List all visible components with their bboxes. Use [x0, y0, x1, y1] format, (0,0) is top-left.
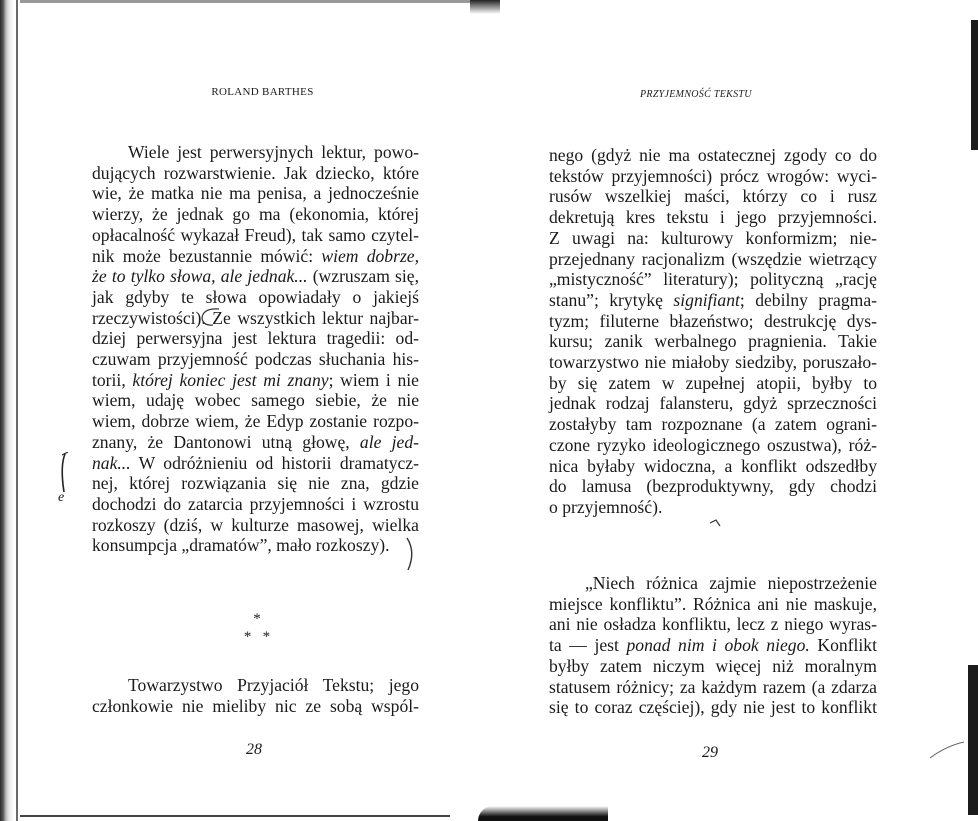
text-line: torii, której koniec jest mi znany; wiem i nie	[92, 369, 419, 390]
text-line: się to coraz częściej), gdy nie jest to konflikt	[549, 697, 877, 718]
running-head-title: PRZYJEMNOŚĆ TEKSTU	[640, 89, 752, 100]
text-line: Towarzystwo Przyjaciół Tekstu; jego	[128, 675, 419, 695]
text-line: przejednany racjonalizm (wszędzie wietrzący	[549, 248, 877, 269]
text-line: Wiele jest perwersyjnych lektur, powo-	[128, 142, 419, 162]
text-line: ta — jest ponad nim i obok niego. Konflikt	[549, 635, 877, 656]
text-line: czuwam przyjemność podczas słuchania his-	[92, 349, 419, 370]
text-line: czone ryzyko ideologicznego oszustwa), róż-	[549, 434, 877, 455]
text-line: wie, że matka nie ma penisa, a jednocześnie	[92, 183, 419, 204]
running-head-author: ROLAND BARTHES	[211, 86, 314, 98]
text-line: dujących rozwarstwienie. Jak dziecko, które	[92, 162, 419, 183]
text-line: dochodzi do zatarcia przyjemności i wzrostu	[92, 493, 419, 514]
text-line: nica byłaby widoczna, a konflikt odszedłby	[549, 455, 877, 476]
text-line: dekretują kres tekstu i jego przyjemności.	[549, 207, 877, 228]
right-page-paragraph-1	[549, 145, 877, 518]
text-line: zostałyby tam rozpoznane (a zatem ograni-	[549, 414, 877, 435]
text-line: stanu”; krytykę signifiant; debilny pragma-	[549, 289, 877, 310]
gutter-shadow-top	[470, 0, 500, 14]
left-page-paragraph-2	[92, 675, 419, 716]
corner-pencil-mark	[928, 738, 968, 760]
text-line: byłby zatem niczym więcej niż moralnym	[549, 655, 877, 676]
page-number-right: 29	[702, 744, 718, 761]
right-edge-shadow-bottom	[968, 665, 978, 815]
text-line: towarzystwo nie miałoby siedziby, poruszało-	[549, 352, 877, 373]
left-page-edge-shadow	[0, 0, 14, 821]
text-line: jak gdyby te słowa opowiadały o jakiejś	[92, 286, 419, 307]
text-line: nego (gdyż nie ma ostatecznej zgody co do	[549, 145, 877, 165]
text-line: statusem różnicy; za każdym razem (a zdarza	[549, 676, 877, 697]
gutter-shadow-bottom	[478, 806, 608, 821]
right-edge-shadow-top	[971, 20, 978, 150]
text-line: nak... W odróżnieniu od historii dramatycz-	[92, 452, 419, 473]
text-line: nej, której rozwiązania się nie zna, gdzie	[92, 473, 419, 494]
text-line: rusów wszelkiej maści, którzy co i rusz	[549, 186, 877, 207]
asterisk-top: *	[253, 611, 261, 627]
text-line: tyzm; filuterne błazeństwo; destrukcję dys-	[549, 310, 877, 331]
text-line: wiem, udaję wobec samego siebie, że nie	[92, 390, 419, 411]
text-line: członkowie nie mieliby nic ze sobą wspól-	[92, 695, 419, 716]
right-page-paragraph-2	[549, 573, 877, 718]
text-line: rzeczywistości). Ze wszystkich lektur najbar-	[92, 307, 419, 328]
pencil-tick-mark	[709, 517, 723, 529]
text-line: znany, że Dantonowi utną głowę, ale jed-	[92, 431, 420, 452]
page-bottom-edge	[20, 815, 450, 817]
text-line: by się zatem w zupełnej atopii, byłby to	[549, 372, 877, 393]
text-line: wiem, dobrze wiem, że Edyp zostanie rozpo-	[92, 411, 419, 432]
pencil-bracket-mark	[404, 536, 418, 572]
page-number-left: 28	[246, 741, 262, 758]
text-line: „mistyczność” literatury); polityczną „rację	[549, 269, 877, 290]
left-edge-line	[16, 0, 18, 821]
text-line: że to tylko słowa, ale jednak... (wzruszam się,	[92, 266, 420, 287]
text-line: Z uwagi na: kulturowy konformizm; nie-	[549, 227, 877, 248]
margin-pencil-marks	[56, 452, 72, 522]
text-line: jednak rodzaj falansteru, gdyż sprzeczności	[549, 393, 877, 414]
margin-letter-mark: e	[58, 490, 65, 505]
text-line: ani nie osładza konfliktu, lecz z niego wyras-	[549, 614, 877, 635]
text-line: wierzy, że jednak go ma (ekonomia, której	[92, 204, 419, 225]
left-page-paragraph-1	[92, 142, 419, 556]
page-top-shadow	[20, 0, 480, 3]
asterisk-bottom: * *	[243, 629, 271, 645]
text-line: do lamusa (bezproduktywny, gdy chodzi	[549, 476, 877, 497]
text-line: tekstów przyjemności) prócz wrogów: wyci-	[549, 165, 877, 186]
text-line: kursu; zanik werbalnego pragnienia. Takie	[549, 331, 877, 352]
text-line: miejsce konfliktu”. Różnica ani nie maskuje,	[549, 593, 877, 614]
text-line: nik może bezustannie mówić: wiem dobrze,	[92, 245, 420, 266]
text-line: konsumpcja „dramatów”, mało rozkoszy).	[92, 535, 390, 556]
text-line: „Niech różnica zajmie niepostrzeżenie	[585, 573, 877, 593]
pencil-loop-mark	[199, 306, 223, 328]
text-line: opłacalność wykazał Freud), tak samo czytel-	[92, 224, 419, 245]
text-line: dziej perwersyjna jest lektura tragedii: od-	[92, 328, 419, 349]
text-line: o przyjemność).	[549, 496, 663, 517]
section-divider-asterisks	[232, 610, 282, 646]
text-line: rozkoszy (dziś, w kulturze masowej, wielka	[92, 514, 419, 535]
